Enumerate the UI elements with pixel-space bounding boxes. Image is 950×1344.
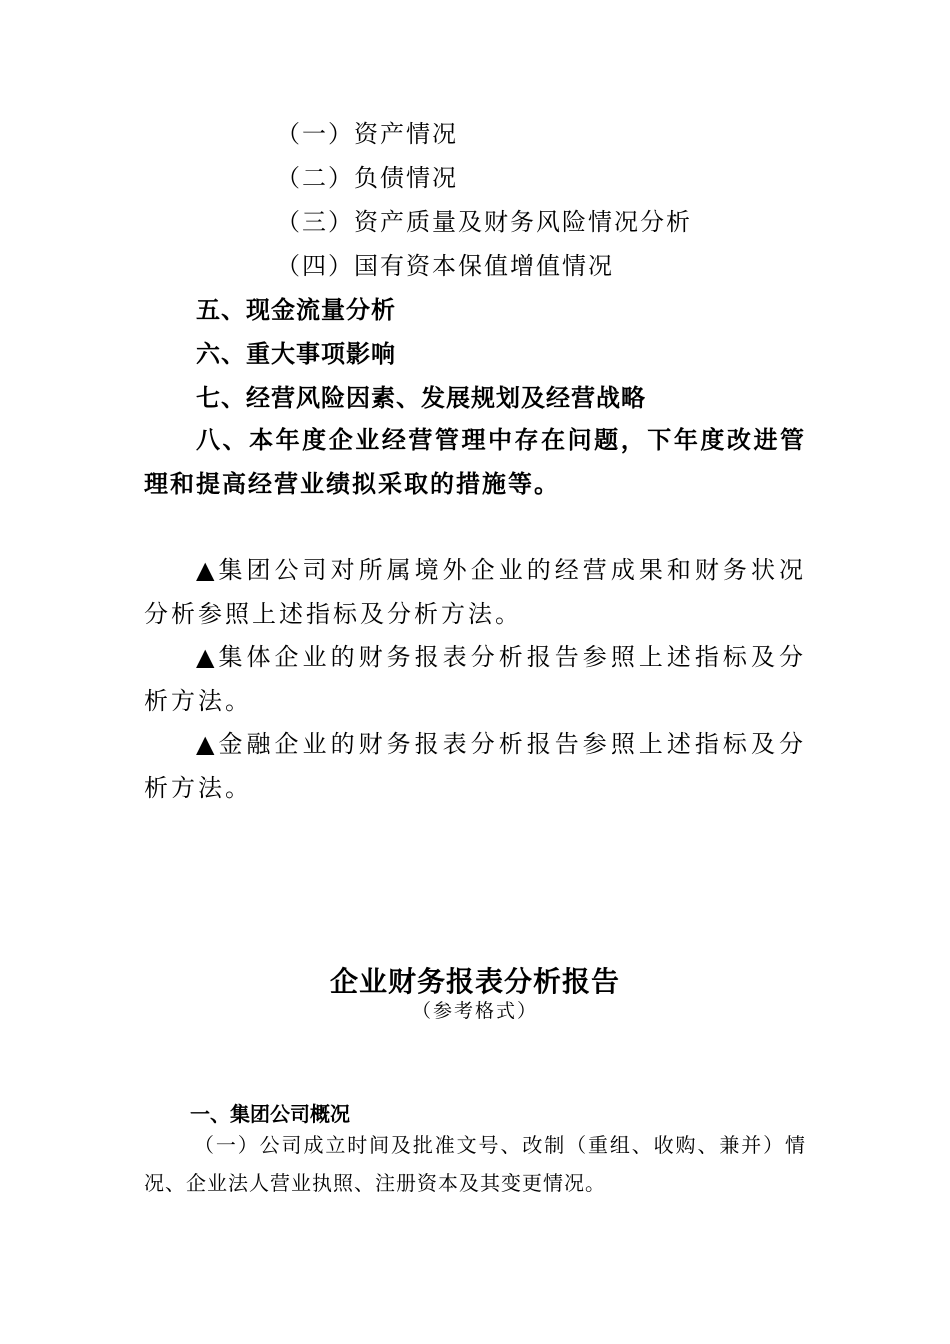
section-heading-group-overview: 一、集团公司概况 [190,1102,350,1126]
report-title: 企业财务报表分析报告 [329,965,620,998]
heading-major-events: 六、重大事项影响 [196,340,396,368]
section-paragraph-company-establishment: （一）公司成立时间及批准文号、改制（重组、收购、兼并）情况、企业法人营业执照、注册资本及其变更情况。 [144,1133,806,1195]
sub-item-state-capital: （四）国有资本保值增值情况 [276,252,614,280]
sub-item-liabilities: （二）负债情况 [276,164,458,192]
note-financial-enterprises: ▲金融企业的财务报表分析报告参照上述指标及分析方法。 [144,730,806,802]
note-overseas-enterprises: ▲集团公司对所属境外企业的经营成果和财务状况分析参照上述指标及分析方法。 [144,556,806,628]
report-subtitle: （参考格式） [411,1000,538,1022]
sub-item-asset-quality: （三）资产质量及财务风险情况分析 [276,208,692,236]
heading-cash-flow: 五、现金流量分析 [196,296,396,324]
heading-problems-and-measures: 八、本年度企业经营管理中存在问题，下年度改进管理和提高经营业绩拟采取的措施等。 [144,426,806,498]
note-collective-enterprises: ▲集体企业的财务报表分析报告参照上述指标及分析方法。 [144,643,806,715]
heading-business-risk: 七、经营风险因素、发展规划及经营战略 [196,384,646,412]
sub-item-assets: （一）资产情况 [276,120,458,148]
